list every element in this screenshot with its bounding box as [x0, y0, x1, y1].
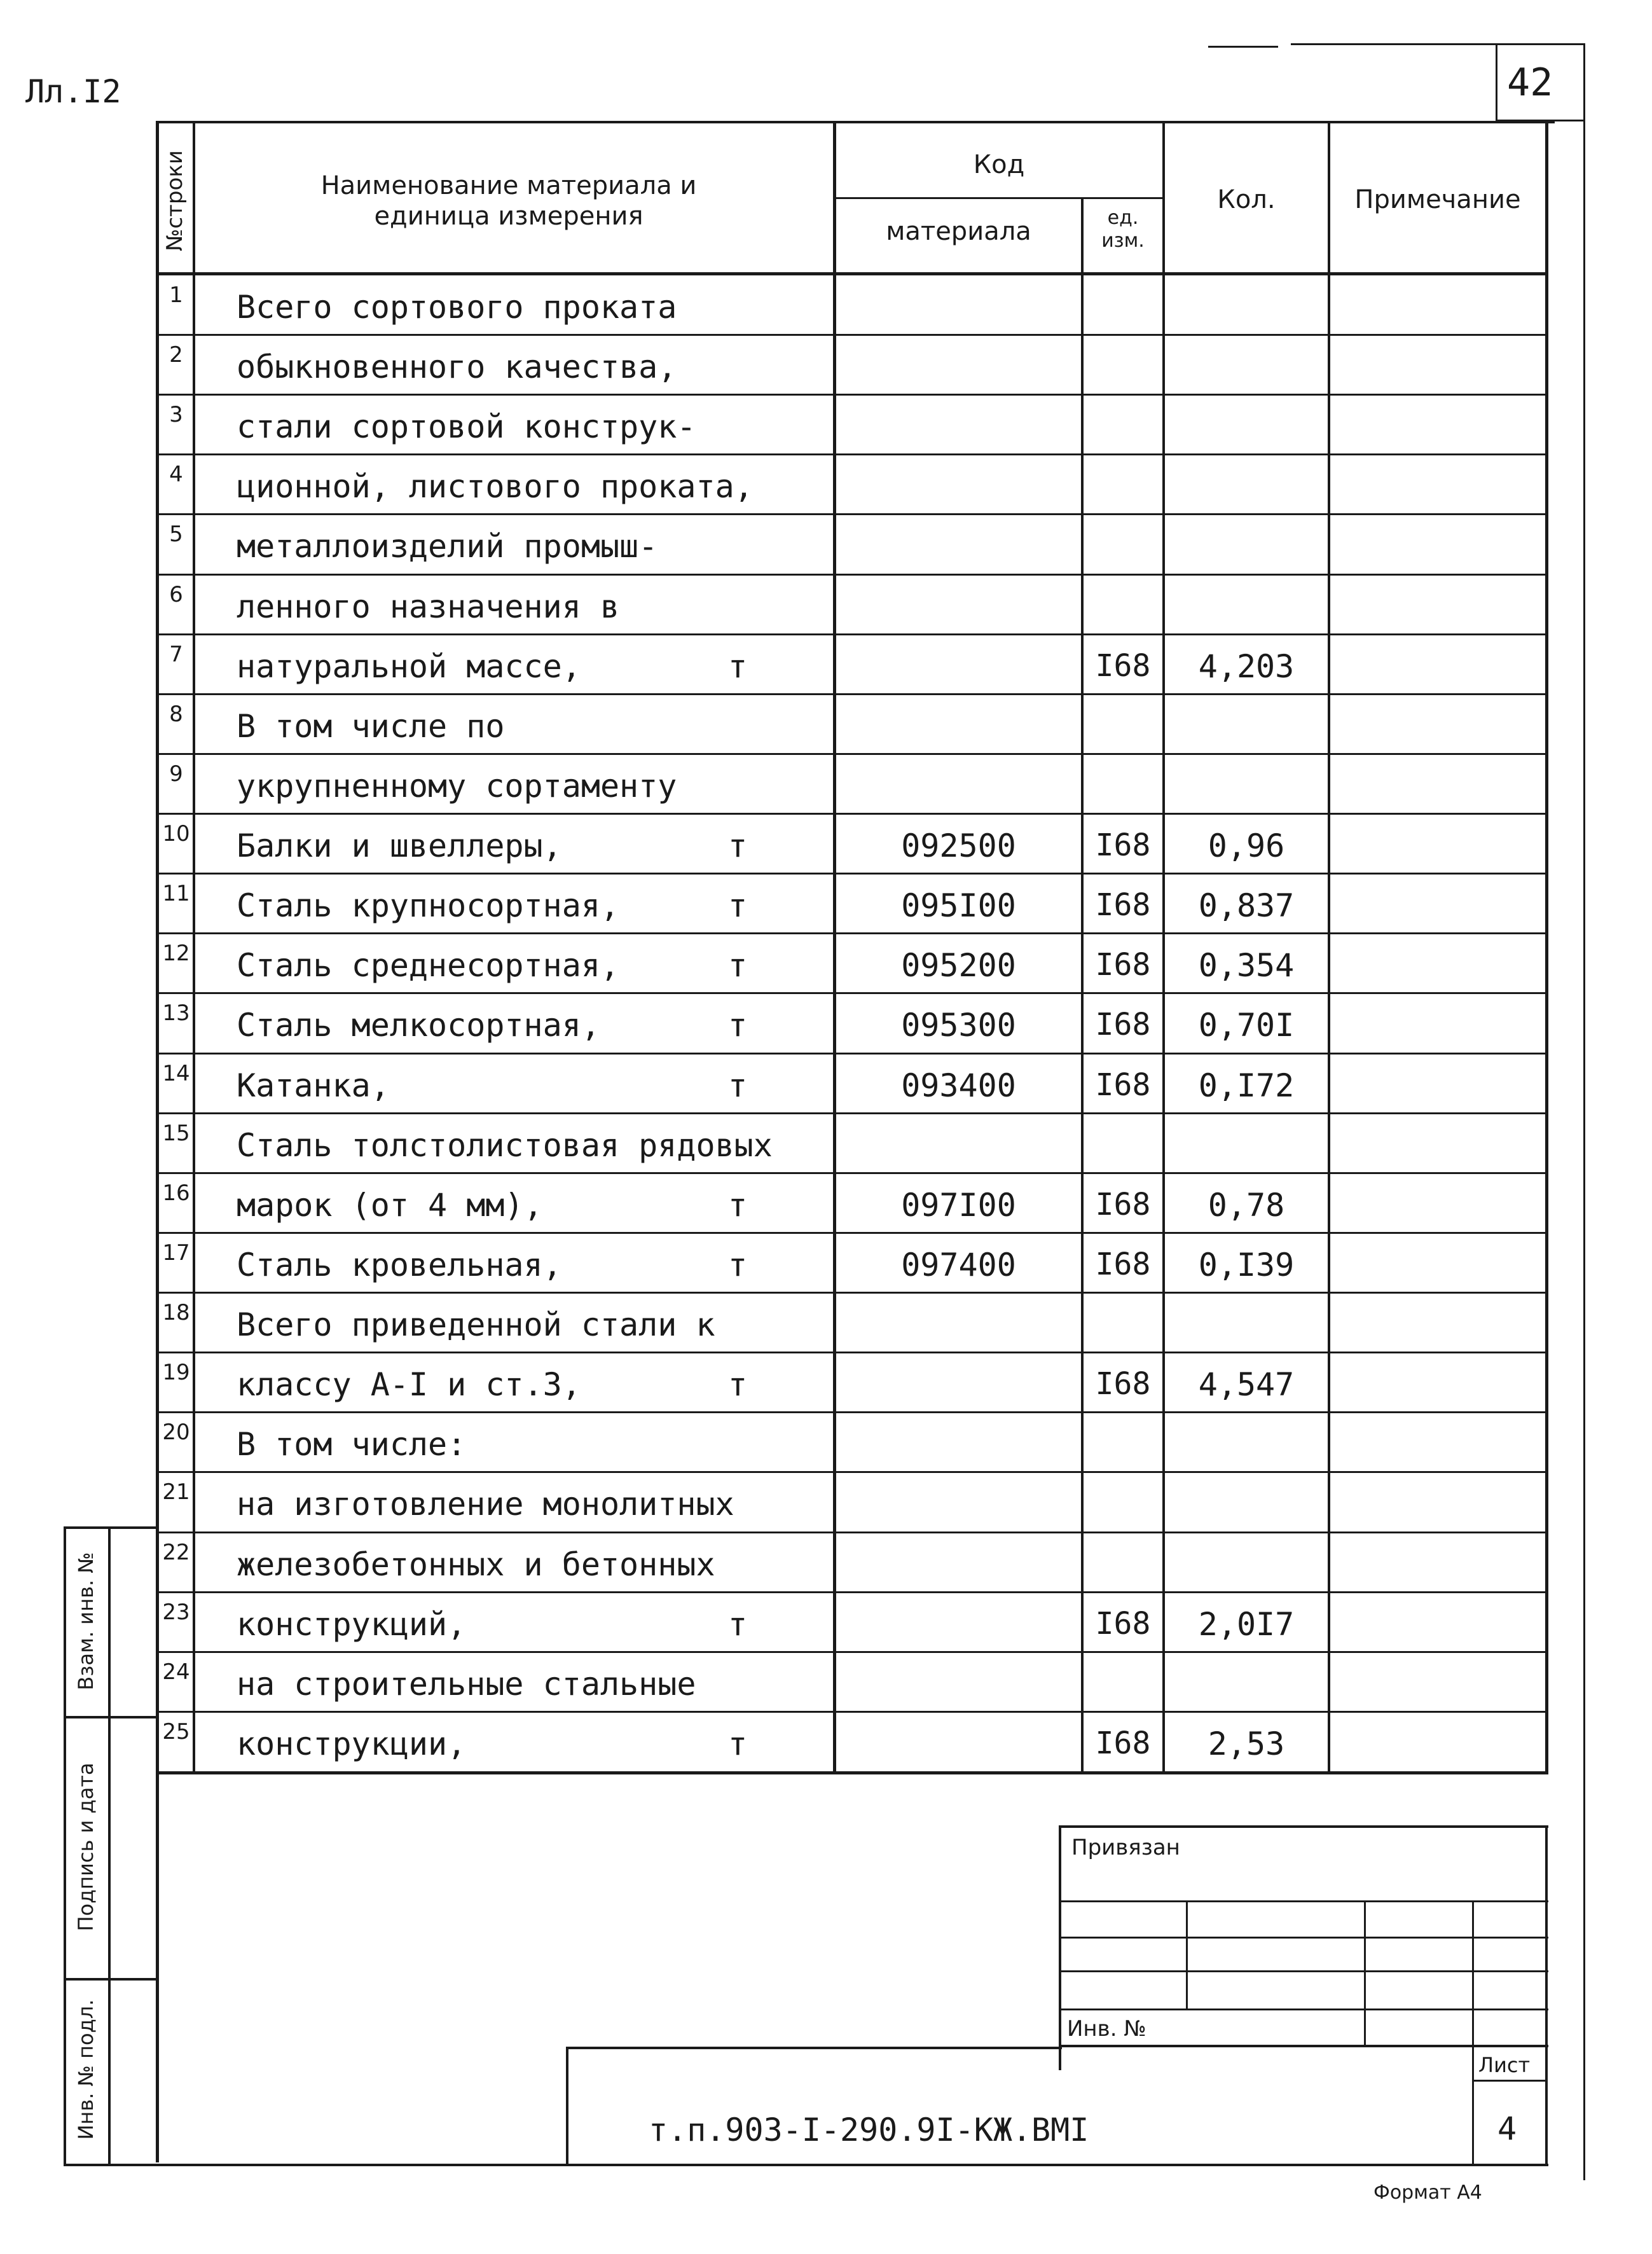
row-number: 1 — [169, 282, 183, 308]
row-material-name: Всего приведенной стали к — [237, 1306, 715, 1344]
row-quantity: 2,53 — [1208, 1725, 1285, 1762]
row-material-name: ционной, листового проката, — [237, 468, 754, 506]
row-material-name: конструкций, — [237, 1605, 467, 1643]
row-code-unit: I68 — [1095, 1725, 1151, 1761]
row-material-name: металлоизделий промыш- — [237, 528, 658, 565]
row-unit: т — [727, 1007, 748, 1044]
sheet-label: Лл.I2 — [25, 73, 121, 110]
row-material-name: стали сортовой конструк- — [237, 408, 696, 446]
row-number: 25 — [162, 1718, 190, 1745]
row-material-name: Сталь толстолистовая рядовых — [237, 1126, 773, 1164]
row-number: 16 — [162, 1180, 190, 1206]
sheet-label-stamp: Лист — [1478, 2053, 1531, 2077]
row-number: 15 — [162, 1120, 190, 1146]
header-name — [267, 170, 750, 232]
row-material-name: укрупненному сортаменту — [237, 767, 677, 805]
header-note: Примечание — [1354, 185, 1521, 214]
row-unit: т — [727, 1605, 748, 1643]
side-inv-podl: Инв. № подл. — [74, 1999, 98, 2140]
row-quantity: 4,203 — [1198, 647, 1295, 685]
row-material-name: Сталь среднесортная, — [237, 947, 620, 985]
sheet-number: 4 — [1497, 2110, 1517, 2147]
row-number: 11 — [162, 881, 190, 907]
side-vzam-inv: Взам. инв. № — [74, 1552, 98, 1690]
row-number: 4 — [169, 462, 183, 488]
row-material-name: Катанка, — [237, 1067, 390, 1104]
row-unit: т — [727, 1067, 748, 1104]
row-code-unit: I68 — [1095, 1186, 1151, 1222]
row-material-name: обыкновенного качества, — [237, 349, 677, 386]
side-podpis-data: Подпись и дата — [74, 1762, 98, 1932]
row-code-material: 093400 — [901, 1067, 1016, 1104]
row-number: 12 — [162, 941, 190, 967]
row-code-unit: I68 — [1095, 887, 1151, 923]
row-unit: т — [727, 827, 748, 865]
header-qty: Кол. — [1217, 185, 1276, 214]
row-code-unit: I68 — [1095, 1067, 1151, 1103]
row-material-name: Сталь крупносортная, — [237, 887, 620, 925]
header-code: Код — [973, 150, 1025, 179]
row-number: 21 — [162, 1479, 190, 1505]
row-quantity: 2,0I7 — [1198, 1605, 1295, 1643]
row-quantity: 0,96 — [1208, 827, 1285, 865]
row-unit: т — [727, 647, 748, 685]
row-material-name: Сталь мелкосортная, — [237, 1007, 600, 1044]
row-code-material: 095200 — [901, 947, 1016, 985]
row-material-name: В том числе по — [237, 707, 505, 745]
row-code-unit: I68 — [1095, 1007, 1151, 1043]
privyazan-label: Привязан — [1071, 1835, 1180, 1860]
row-code-unit: I68 — [1095, 827, 1151, 864]
row-code-material: 095300 — [901, 1007, 1016, 1044]
row-number: 10 — [162, 821, 190, 847]
row-code-unit: I68 — [1095, 647, 1151, 684]
row-unit: т — [727, 1366, 748, 1404]
row-material-name: железобетонных и бетонных — [237, 1545, 715, 1583]
row-code-unit: I68 — [1095, 1605, 1151, 1642]
row-material-name: конструкции, — [237, 1725, 467, 1762]
row-code-material: 095I00 — [901, 887, 1016, 925]
row-material-name: натуральной массе, — [237, 647, 581, 685]
row-code-unit: I68 — [1095, 1246, 1151, 1282]
row-code-material: 092500 — [901, 827, 1016, 865]
row-number: 5 — [169, 522, 183, 548]
row-material-name: ленного назначения в — [237, 588, 620, 625]
inv-no-label: Инв. № — [1067, 2016, 1146, 2042]
row-material-name: В том числе: — [237, 1426, 467, 1463]
row-quantity: 0,354 — [1198, 947, 1295, 985]
header-code-unit: ед. изм. — [1101, 207, 1145, 252]
row-number: 23 — [162, 1599, 190, 1625]
row-material-name: на строительные стальные — [237, 1665, 696, 1703]
row-quantity: 0,I72 — [1198, 1067, 1295, 1104]
row-unit: т — [727, 1246, 748, 1283]
row-unit: т — [727, 1725, 748, 1762]
row-number: 2 — [169, 342, 183, 368]
header-code-material: материала — [886, 217, 1031, 246]
page-number: 42 — [1507, 60, 1553, 105]
row-quantity: 4,547 — [1198, 1366, 1295, 1404]
row-quantity: 0,78 — [1208, 1186, 1285, 1224]
row-code-material: 097400 — [901, 1246, 1016, 1283]
row-quantity: 0,I39 — [1198, 1246, 1295, 1283]
row-material-name: Балки и швеллеры, — [237, 827, 562, 865]
row-number: 8 — [169, 701, 183, 727]
row-number: 3 — [169, 402, 183, 428]
header-row-no: №строки — [162, 150, 188, 251]
row-material-name: Сталь кровельная, — [237, 1246, 562, 1283]
row-quantity: 0,837 — [1198, 887, 1295, 925]
row-number: 14 — [162, 1060, 190, 1086]
row-code-unit: I68 — [1095, 1366, 1151, 1402]
row-unit: т — [727, 887, 748, 925]
row-material-name: классу А-I и ст.3, — [237, 1366, 581, 1404]
row-number: 18 — [162, 1300, 190, 1326]
row-number: 24 — [162, 1659, 190, 1685]
row-code-unit: I68 — [1095, 947, 1151, 983]
row-code-material: 097I00 — [901, 1186, 1016, 1224]
row-unit: т — [727, 947, 748, 985]
row-number: 22 — [162, 1539, 190, 1565]
row-material-name: марок (от 4 мм), — [237, 1186, 543, 1224]
row-number: 17 — [162, 1240, 190, 1266]
document-code: т.п.903-I-290.9I-КЖ.ВМI — [649, 2112, 1089, 2148]
row-quantity: 0,70I — [1198, 1007, 1295, 1044]
row-number: 20 — [162, 1420, 190, 1446]
row-number: 9 — [169, 761, 183, 787]
row-number: 13 — [162, 1000, 190, 1027]
format-label: Формат А4 — [1373, 2181, 1482, 2204]
row-number: 19 — [162, 1360, 190, 1386]
row-material-name: Всего сортового проката — [237, 289, 677, 326]
row-unit: т — [727, 1186, 748, 1224]
header-name-text: Наименование материала и единица измерения — [320, 171, 697, 231]
row-number: 6 — [169, 581, 183, 607]
row-material-name: на изготовление монолитных — [237, 1486, 734, 1523]
row-number: 7 — [169, 641, 183, 667]
